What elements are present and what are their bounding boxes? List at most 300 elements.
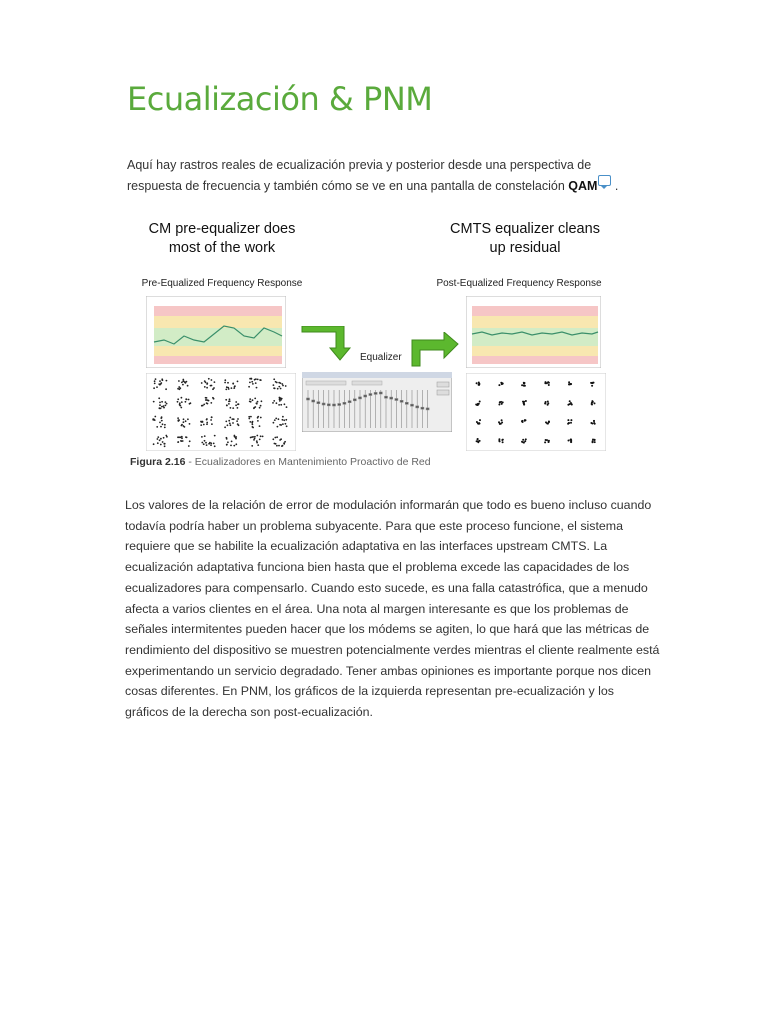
constellation-point xyxy=(229,417,231,419)
constellation-point xyxy=(160,438,162,440)
constellation-point xyxy=(254,436,256,438)
constellation-point xyxy=(206,422,208,424)
constellation-point xyxy=(261,400,263,402)
constellation-point xyxy=(272,438,274,440)
constellation-point xyxy=(276,436,278,438)
constellation-point xyxy=(234,385,236,387)
constellation-point xyxy=(548,384,550,386)
constellation-point xyxy=(205,382,207,384)
constellation-point xyxy=(276,445,278,447)
constellation-point xyxy=(547,401,549,403)
constellation-point xyxy=(286,425,288,427)
constellation-point xyxy=(570,383,572,385)
constellation-point xyxy=(224,426,226,428)
constellation-point xyxy=(229,398,231,400)
constellation-point xyxy=(591,400,593,402)
eq-slider-thumb xyxy=(421,407,424,409)
constellation-point xyxy=(164,445,166,447)
constellation-point xyxy=(157,442,159,444)
constellation-point xyxy=(227,387,229,389)
constellation-point xyxy=(257,379,259,381)
constellation-point xyxy=(227,382,229,384)
constellation-point xyxy=(225,421,227,423)
constellation-point xyxy=(567,419,569,421)
constellation-point xyxy=(162,423,164,425)
constellation-point xyxy=(233,418,235,420)
constellation-point xyxy=(154,416,156,418)
eq-slider-thumb xyxy=(317,402,320,404)
constellation-point xyxy=(250,378,252,380)
constellation-point xyxy=(208,400,210,402)
constellation-point xyxy=(501,422,503,424)
constellation-point xyxy=(214,435,216,437)
constellation-point xyxy=(204,440,206,442)
constellation-point xyxy=(187,418,189,420)
constellation-point xyxy=(182,379,184,381)
eq-slider-thumb xyxy=(327,404,330,406)
constellation-point xyxy=(260,417,262,419)
constellation-point xyxy=(253,407,255,409)
constellation-point xyxy=(256,442,258,444)
constellation-point xyxy=(499,423,501,425)
constellation-point xyxy=(499,401,501,403)
constellation-point xyxy=(201,442,203,444)
constellation-point xyxy=(250,416,252,418)
constellation-point xyxy=(204,435,206,437)
figure-caption xyxy=(130,456,431,468)
constellation-point xyxy=(178,420,180,422)
down-arrow-icon xyxy=(298,326,354,364)
pre-eq-frequency-plot xyxy=(146,296,286,368)
constellation-point xyxy=(229,400,231,402)
constellation-point xyxy=(211,379,213,381)
constellation-point xyxy=(159,380,161,382)
eq-slider-thumb xyxy=(343,402,346,404)
constellation-point xyxy=(161,401,163,403)
constellation-point xyxy=(162,441,164,443)
constellation-point xyxy=(180,407,182,409)
constellation-point xyxy=(166,380,168,382)
constellation-point xyxy=(280,438,282,440)
constellation-point xyxy=(201,436,203,438)
constellation-point xyxy=(547,402,549,404)
constellation-point xyxy=(177,436,179,438)
eq-slider-thumb xyxy=(364,395,367,397)
constellation-point xyxy=(259,425,261,427)
right-heading-line1: CMTS equalizer cleans xyxy=(450,221,600,237)
constellation-point xyxy=(205,442,207,444)
left-heading xyxy=(122,220,322,258)
constellation-point xyxy=(165,388,167,390)
constellation-point xyxy=(568,422,570,424)
equalization-figure xyxy=(122,208,642,453)
constellation-point xyxy=(544,382,546,384)
constellation-point xyxy=(235,443,237,445)
constellation-point xyxy=(185,401,187,403)
constellation-point xyxy=(282,423,284,425)
constellation-point xyxy=(155,378,157,380)
constellation-point xyxy=(285,385,287,387)
constellation-point xyxy=(544,441,546,443)
constellation-point xyxy=(205,399,207,401)
constellation-point xyxy=(256,387,258,389)
constellation-point xyxy=(283,419,285,421)
constellation-point xyxy=(233,445,235,447)
constellation-point xyxy=(157,436,159,438)
constellation-point xyxy=(477,438,479,440)
constellation-point xyxy=(479,419,481,421)
constellation-point xyxy=(501,383,503,385)
constellation-point xyxy=(211,417,213,419)
constellation-point xyxy=(591,385,593,387)
constellation-point xyxy=(158,397,160,399)
constellation-point xyxy=(161,406,163,408)
constellation-point xyxy=(159,422,161,424)
constellation-point xyxy=(477,441,479,443)
constellation-point xyxy=(179,387,181,389)
constellation-point xyxy=(274,437,276,439)
constellation-point xyxy=(183,380,185,382)
constellation-point xyxy=(277,388,279,390)
left-heading-line2: most of the work xyxy=(168,240,276,256)
constellation-point xyxy=(164,427,166,429)
constellation-point xyxy=(592,382,594,384)
constellation-point xyxy=(153,387,155,389)
constellation-point xyxy=(548,441,550,443)
constellation-point xyxy=(158,383,160,385)
equalizer-label: Equalizer xyxy=(360,352,402,363)
constellation-point xyxy=(524,385,526,387)
page-title: Ecualización & PNM xyxy=(127,80,433,118)
constellation-point xyxy=(257,417,259,419)
constellation-point xyxy=(252,421,254,423)
constellation-point xyxy=(257,401,259,403)
eq-slider-thumb xyxy=(395,399,398,401)
left-heading-line1: CM pre-equalizer does xyxy=(148,221,296,237)
constellation-point xyxy=(286,406,288,408)
constellation-point xyxy=(257,420,259,422)
constellation-point xyxy=(251,445,253,447)
constellation-point xyxy=(182,440,184,442)
constellation-point xyxy=(256,402,258,404)
constellation-point xyxy=(230,407,232,409)
constellation-point xyxy=(278,418,280,420)
constellation-point xyxy=(594,441,596,443)
constellation-point xyxy=(206,444,208,446)
constellation-point xyxy=(281,383,283,385)
constellation-point xyxy=(153,418,155,420)
constellation-point xyxy=(284,441,286,443)
constellation-point xyxy=(545,421,547,423)
caption-label: Figura 2.16 xyxy=(130,456,186,468)
constellation-point xyxy=(259,439,261,441)
constellation-point xyxy=(280,404,282,406)
constellation-point xyxy=(525,400,527,402)
constellation-point xyxy=(476,382,478,384)
constellation-point xyxy=(188,445,190,447)
constellation-point xyxy=(478,383,480,385)
constellation-point xyxy=(281,398,283,400)
qam-term[interactable]: QAM xyxy=(568,179,598,193)
constellation-point xyxy=(569,403,571,405)
intro-end: . xyxy=(611,179,619,193)
constellation-point xyxy=(177,441,179,443)
constellation-point xyxy=(499,440,501,442)
constellation-point xyxy=(153,401,155,403)
constellation-point xyxy=(273,384,275,386)
constellation-point xyxy=(189,440,191,442)
constellation-point xyxy=(276,402,278,404)
constellation-point xyxy=(278,445,280,447)
constellation-point xyxy=(233,387,235,389)
caption-text: - Ecualizadores en Mantenimiento Proactivo de Red xyxy=(185,456,431,468)
constellation-point xyxy=(252,399,254,401)
constellation-point xyxy=(254,398,256,400)
constellation-point xyxy=(280,424,282,426)
constellation-point xyxy=(179,405,181,407)
constellation-point xyxy=(181,424,183,426)
constellation-point xyxy=(182,384,184,386)
constellation-point xyxy=(208,443,210,445)
constellation-point xyxy=(593,420,595,422)
constellation-point xyxy=(260,435,262,437)
constellation-point xyxy=(211,423,213,425)
eq-slider-thumb xyxy=(379,392,382,394)
constellation-point xyxy=(206,382,208,384)
constellation-point xyxy=(160,444,162,446)
constellation-point xyxy=(235,401,237,403)
constellation-point xyxy=(203,404,205,406)
constellation-point xyxy=(237,418,239,420)
constellation-point xyxy=(262,436,264,438)
constellation-point xyxy=(548,421,550,423)
constellation-point xyxy=(235,404,237,406)
constellation-point xyxy=(210,419,212,421)
constellation-point xyxy=(213,443,215,445)
constellation-point xyxy=(156,386,158,388)
constellation-point xyxy=(260,405,262,407)
constellation-point xyxy=(226,444,228,446)
constellation-point xyxy=(259,407,261,409)
constellation-point xyxy=(188,399,190,401)
constellation-point xyxy=(251,381,253,383)
constellation-point xyxy=(525,438,527,440)
constellation-point xyxy=(185,420,187,422)
constellation-point xyxy=(154,380,156,382)
eq-slider-thumb xyxy=(400,400,403,402)
constellation-point xyxy=(254,379,256,381)
constellation-point xyxy=(249,382,251,384)
body-paragraph xyxy=(125,495,660,723)
constellation-point xyxy=(280,388,282,390)
constellation-point xyxy=(189,423,191,425)
constellation-point xyxy=(185,436,187,438)
pre-eq-constellation xyxy=(146,373,296,451)
constellation-point xyxy=(273,422,275,424)
constellation-point xyxy=(162,379,164,381)
constellation-point xyxy=(546,439,548,441)
constellation-point xyxy=(211,385,213,387)
constellation-point xyxy=(157,438,159,440)
constellation-point xyxy=(274,419,276,421)
constellation-point xyxy=(230,424,232,426)
constellation-point xyxy=(234,435,236,437)
constellation-point xyxy=(523,442,525,444)
post-eq-frequency-plot xyxy=(466,296,601,368)
constellation-point xyxy=(237,423,239,425)
constellation-point xyxy=(163,437,165,439)
constellation-point xyxy=(545,401,547,403)
equalizer-screenshot xyxy=(302,372,452,432)
constellation-point xyxy=(154,383,156,385)
constellation-point xyxy=(189,403,191,405)
constellation-point xyxy=(568,440,570,442)
constellation-point xyxy=(210,444,212,446)
constellation-point xyxy=(252,383,254,385)
constellation-point xyxy=(206,423,208,425)
constellation-point xyxy=(256,435,258,437)
eq-slider-thumb xyxy=(390,397,393,399)
constellation-point xyxy=(594,439,596,441)
eq-slider-thumb xyxy=(307,398,310,400)
constellation-point xyxy=(254,406,256,408)
eq-slider-thumb xyxy=(374,392,377,394)
constellation-point xyxy=(160,417,162,419)
eq-slider-thumb xyxy=(312,400,315,402)
constellation-point xyxy=(202,405,204,407)
constellation-point xyxy=(214,445,216,447)
constellation-point xyxy=(177,417,179,419)
constellation-point xyxy=(232,407,234,409)
constellation-point xyxy=(181,397,183,399)
constellation-point xyxy=(594,423,596,425)
constellation-point xyxy=(275,418,277,420)
constellation-point xyxy=(231,387,233,389)
constellation-point xyxy=(156,426,158,428)
eq-slider-thumb xyxy=(338,404,341,406)
constellation-point xyxy=(478,422,480,424)
constellation-point xyxy=(163,405,165,407)
constellation-point xyxy=(259,379,261,381)
constellation-point xyxy=(592,441,594,443)
intro-text: Aquí hay rastros reales de ecualización previa y posterior desde una perspectiva de respuesta de frecuencia y también cómo se ve en una pantalla de constelación xyxy=(127,158,592,193)
constellation-point xyxy=(159,402,161,404)
comment-icon[interactable] xyxy=(598,175,611,186)
constellation-point xyxy=(272,402,274,404)
constellation-point xyxy=(185,382,187,384)
constellation-point xyxy=(478,403,480,405)
constellation-point xyxy=(214,381,216,383)
constellation-point xyxy=(226,404,228,406)
eq-slider-thumb xyxy=(411,404,414,406)
constellation-point xyxy=(285,423,287,425)
constellation-point xyxy=(227,441,229,443)
constellation-point xyxy=(234,436,236,438)
constellation-point xyxy=(521,420,523,422)
body-text: Los valores de la relación de error de modulación informarán que todo es bueno incluso cuando todavía podría haber un problema subyacente. Para que este proceso funcione, el sistema requiere que se habilite la ecualización adaptativa en las interfaces upstream CMTS. La ecualización adaptativa funciona bien hasta que el problema excede las capacidades de los ecualizadores para compensarlo. Cuando esto sucede, es una falla catastrófica, que a menudo afecta a varios clientes en el área. Una nota al margen interesante es que los problemas de señales intermitentes pueden hacer que los módems se agiten, lo que hará que las métricas de rendimiento del dispositivo se muestren potencialmente verdes mientras el cliente realmente está experimentando un servicio degradado. Tener ambas opiniones es importante porque nos dicen cosas diferentes. En PNM, los gráficos de la izquierda representan pre-ecualización y los gráficos de la derecha son post-ecualización. xyxy=(125,498,660,720)
constellation-point xyxy=(224,379,226,381)
constellation-point xyxy=(280,382,282,384)
constellation-point xyxy=(183,421,185,423)
constellation-point xyxy=(249,401,251,403)
constellation-point xyxy=(523,403,525,405)
constellation-point xyxy=(282,416,284,418)
constellation-point xyxy=(284,403,286,405)
constellation-point xyxy=(278,404,280,406)
eq-slider-thumb xyxy=(333,404,336,406)
constellation-point xyxy=(236,420,238,422)
constellation-point xyxy=(282,419,284,421)
right-heading-line2: up residual xyxy=(489,240,561,256)
constellation-point xyxy=(225,389,227,391)
eq-slider-thumb xyxy=(426,408,429,410)
constellation-point xyxy=(181,382,183,384)
constellation-point xyxy=(570,439,572,441)
constellation-point xyxy=(228,403,230,405)
constellation-point xyxy=(200,424,202,426)
constellation-point xyxy=(252,427,254,429)
constellation-point xyxy=(237,407,239,409)
constellation-point xyxy=(251,436,253,438)
constellation-point xyxy=(210,402,212,404)
eq-slider-thumb xyxy=(322,403,325,405)
constellation-point xyxy=(212,397,214,399)
constellation-point xyxy=(524,420,526,422)
constellation-point xyxy=(591,404,593,406)
constellation-point xyxy=(278,386,280,388)
constellation-point xyxy=(166,436,168,438)
constellation-point xyxy=(279,397,281,399)
intro-paragraph xyxy=(127,155,627,197)
constellation-point xyxy=(523,383,525,385)
constellation-point xyxy=(186,399,188,401)
constellation-point xyxy=(253,439,255,441)
constellation-point xyxy=(249,398,251,400)
constellation-point xyxy=(273,378,275,380)
constellation-point xyxy=(273,400,275,402)
constellation-point xyxy=(248,416,250,418)
constellation-point xyxy=(282,445,284,447)
constellation-point xyxy=(229,423,231,425)
constellation-point xyxy=(165,405,167,407)
constellation-point xyxy=(213,387,215,389)
constellation-point xyxy=(153,443,155,445)
constellation-point xyxy=(568,381,570,383)
left-subtitle: Pre-Equalized Frequency Response xyxy=(141,278,303,289)
constellation-point xyxy=(570,422,572,424)
right-subtitle: Post-Equalized Frequency Response xyxy=(436,278,602,289)
constellation-point xyxy=(166,403,168,405)
constellation-point xyxy=(159,408,161,410)
constellation-point xyxy=(160,383,162,385)
constellation-point xyxy=(570,441,572,443)
constellation-point xyxy=(569,400,571,402)
constellation-point xyxy=(159,439,161,441)
eq-slider-thumb xyxy=(369,394,372,396)
eq-slider-thumb xyxy=(359,397,362,399)
constellation-point xyxy=(228,420,230,422)
constellation-point xyxy=(523,401,525,403)
constellation-point xyxy=(231,441,233,443)
constellation-point xyxy=(201,421,203,423)
constellation-point xyxy=(275,381,277,383)
constellation-point xyxy=(164,424,166,426)
constellation-point xyxy=(255,382,257,384)
constellation-point xyxy=(201,382,203,384)
constellation-point xyxy=(230,445,232,447)
constellation-point xyxy=(207,403,209,405)
right-heading xyxy=(425,220,625,258)
